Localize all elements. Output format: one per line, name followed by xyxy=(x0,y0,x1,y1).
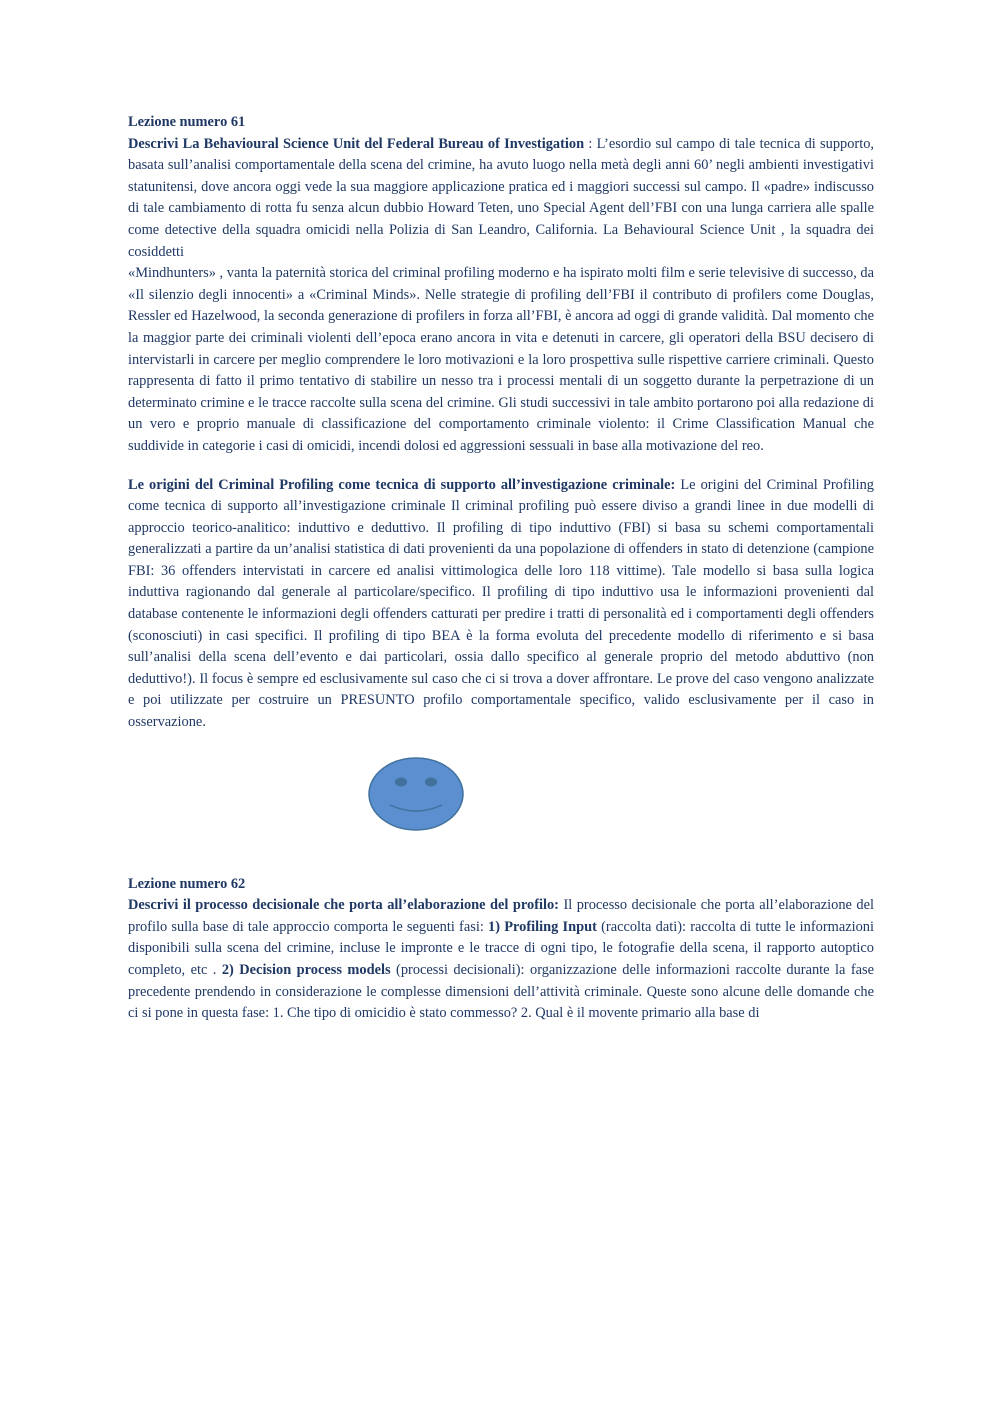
lesson-61-heading: Lezione numero 61 xyxy=(128,114,246,130)
lesson-61-question-1-continued: «Mindhunters» , vanta la paternità storica del criminal profiling moderno e ha ispirato molti film e serie televisive di successo, da «Il silenzio degli innocenti» a «Criminal Minds». Nelle strategie di profiling dell’FBI il contributo di profilers come Douglas, Ressler ed Hazelwood, la seconda generazione di profilers in forza all’FBI, è ancora ad oggi di grande validità. Dal momento che la maggior parte dei criminali violenti dell’epoca erano ancora in vita e detenuti in carcere, gli operatori della BSU decisero di intervistarli in carcere per meglio comprendere le loro motivazioni e la loro prospettiva sulle rispettive carriere criminali. Questo rappresenta di fatto il primo tentativo di stabilire un nesso tra i processi mentali di un soggetto durante la perpetrazione di un determinato crimine e le tracce raccolte sulla scena del crimine. Gli studi successivi in tale ambito portarono poi alla redazione di un vero e proprio manuale di classificazione del comportamento criminale violento: il Crime Classification Manual che suddivide in categorie i casi di omicidi, incendi dolosi ed aggressioni sessuali in base alla motivazione del reo. xyxy=(128,265,874,454)
lesson-61-question-1 xyxy=(128,134,874,264)
smiley-face-icon xyxy=(368,756,468,834)
lesson-61-question-2-title: Le origini del Criminal Profiling come tecnica di supporto all’investigazione criminale: xyxy=(128,476,676,493)
step-1-label: 1) Profiling Input xyxy=(488,918,597,935)
lesson-62-question-1-title: Descrivi il processo decisionale che porta all’elaborazione del profilo: xyxy=(128,897,559,914)
document-page xyxy=(128,112,874,1025)
separator: : xyxy=(584,135,597,152)
lesson-61-question-1-text-a: L’esordio sul campo di tale tecnica di supporto, basata sull’analisi comportamentale della scena del crimine, ha avuto luogo nella metà degli anni 60’ negli ambienti investigativi statunitensi, dove ancora oggi vede la sua maggiore applicazione pratica ed i maggiori successi sul campo. Il «padre» indiscusso di tale cambiamento di rotta fu senza alcun dubbio Howard Teten, uno Special Agent dell’FBI con una lunga carriera alle spalle come detective della squadra omicidi nella Polizia di San Leandro, California. La Behavioural Science Unit , la squadra dei cosiddetti xyxy=(128,135,874,260)
lesson-62-text-a: Il processo decisionale che porta all’elaborazione del profilo sulla base di tale approccio comporta le seguenti fasi: xyxy=(128,897,875,935)
spacer xyxy=(128,834,874,874)
lesson-61-question-2-text: Le origini del Criminal Profiling come tecnica di supporto all’investigazione criminale Il criminal profiling può essere diviso a grandi linee in due modelli di approccio teorico-analitico: induttivo e deduttivo. Il profiling di tipo induttivo (FBI) si basa su schemi comportamentali generalizzati a partire da un’analisi statistica di dati provenienti da una popolazione di offenders in stato di detenzione (campione FBI: 36 offenders intervistati in carcere ed analisi vittimologica delle loro 118 vittime). Tale modello si basa sulla logica induttiva ragionando dal generale al particolare/specifico. Il profiling di tipo induttivo usa le informazioni provenienti dal database contenente le informazioni degli offenders catturati per predire i tratti di personalità ed i comportamenti degli offenders (sconosciuti) in casi specifici. Il profiling di tipo BEA è la forma evoluta del precedente modello di riferimento e si basa sull’analisi della scena dell’evento e dai particolari, ossia dallo specifico al generale proprio del metodo abduttivo (non deduttivo!). Il focus è sempre ed esclusivamente sul caso che ci si trova a dover affrontare. Le prove del caso vengono analizzate e poi utilizzate per costruire un PRESUNTO profilo comportamentale specifico, valido esclusivamente per il caso in osservazione. xyxy=(128,476,874,731)
lesson-62-heading: Lezione numero 62 xyxy=(128,875,246,892)
lesson-62-question-1 xyxy=(128,895,874,1025)
lesson-61-question-1-title: Descrivi La Behavioural Science Unit del Federal Bureau of Investigation xyxy=(128,135,585,152)
lesson-62-text-c: (processi decisionali): organizzazione delle informazioni raccolte durante la fase precedente prendendo in considerazione le complesse dimensioni dell’attività criminale. Queste sono alcune delle domande che ci si pone in questa fase: 1. Che tipo di omicidio è stato commesso? 2. Qual è il movente primario alla base di xyxy=(128,962,874,1022)
lesson-61-question-2 xyxy=(128,475,874,734)
spacer xyxy=(128,458,874,475)
step-2-label: 2) Decision process models xyxy=(221,962,391,978)
lesson-62-text-b: (raccolta dati): raccolta di tutte le informazioni disponibili sulla scena del crimine, incluse le impronte e le tracce di ogni tipo, le fotografie della scena, il rapporto autoptico completo, etc . xyxy=(128,918,874,978)
